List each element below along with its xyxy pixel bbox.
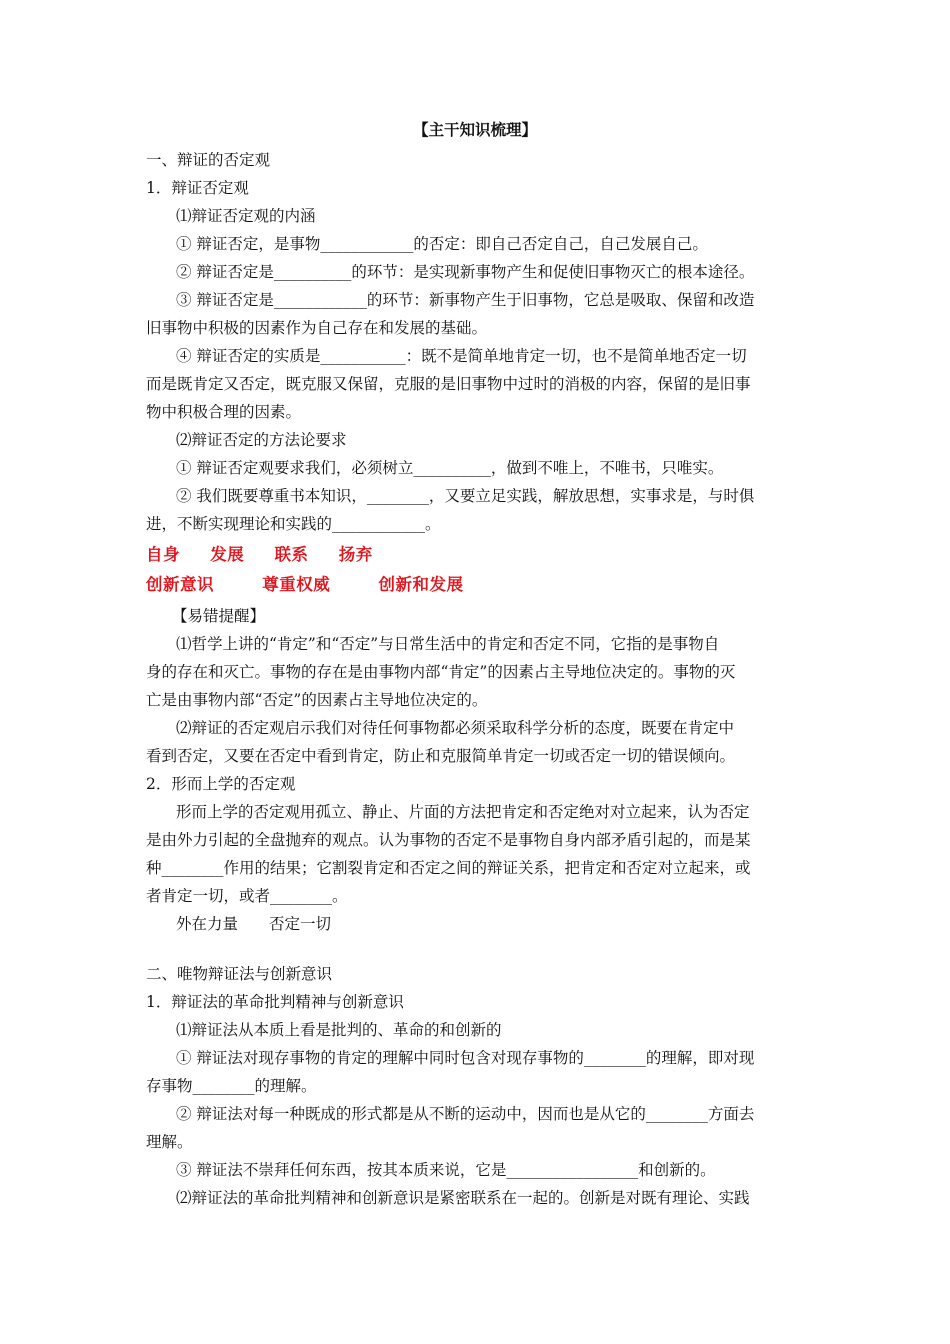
paragraph-line: 理解。 bbox=[146, 1133, 193, 1151]
paragraph-line: ④ 辩证否定的实质是___________：既不是简单地肯定一切，也不是简单地否定一切 bbox=[176, 347, 747, 365]
answer-row-1 bbox=[146, 545, 373, 565]
paragraph-line: 身的存在和灭亡。事物的存在是由事物内部“肯定”的因素占主导地位决定的。事物的灭 bbox=[146, 663, 736, 681]
paragraph-line: ③ 辩证否定是____________的环节：新事物产生于旧事物，它总是吸取、保留和改造 bbox=[176, 291, 755, 309]
section-title: 【主干知识梳理】 bbox=[412, 120, 537, 139]
answer-text: 扬弃 bbox=[338, 545, 373, 564]
paragraph-line: 旧事物中积极的因素作为自己存在和发展的基础。 bbox=[146, 319, 488, 337]
paragraph-line: ① 辩证否定，是事物____________的否定：即自己否定自己，自己发展自己。 bbox=[176, 235, 708, 253]
paragraph-line: ⑴哲学上讲的“肯定”和“否定”与日常生活中的肯定和否定不同，它指的是事物自 bbox=[176, 635, 720, 653]
paragraph-line: 看到否定，又要在否定中看到肯定，防止和克服简单肯定一切或否定一切的错误倾向。 bbox=[146, 747, 736, 765]
paragraph-line: ② 我们既要尊重书本知识，________，又要立足实践，解放思想，实事求是，与时俱 bbox=[176, 487, 755, 505]
paragraph-line: 亡是由事物内部“否定”的因素占主导地位决定的。 bbox=[146, 691, 488, 709]
answer-text: 尊重权威 bbox=[262, 575, 331, 594]
paragraph-line: ⑴辩证否定观的内涵 bbox=[176, 207, 316, 225]
paragraph-line: ⑵辩证的否定观启示我们对待任何事物都必须采取科学分析的态度，既要在肯定中 bbox=[176, 719, 735, 737]
paragraph-line: 种________作用的结果；它割裂肯定和否定之间的辩证关系，把肯定和否定对立起来，或 bbox=[146, 859, 751, 877]
heading-1: 一、辩证的否定观 bbox=[146, 151, 271, 169]
paragraph-line: ③ 辩证法不崇拜任何东西，按其本质来说，它是_________________和创新的。 bbox=[176, 1161, 716, 1179]
paragraph-line: ② 辩证法对每一种既成的形式都是从不断的运动中，因而也是从它的________方面去 bbox=[176, 1105, 755, 1123]
answer-line: 外在力量 否定一切 bbox=[176, 915, 332, 933]
paragraph-line: 者肯定一切，或者________。 bbox=[146, 887, 348, 905]
paragraph-line: ⑴辩证法从本质上看是批判的、革命的和创新的 bbox=[176, 1021, 502, 1039]
answer-text: 创新和发展 bbox=[378, 575, 464, 594]
heading-2: 二、唯物辩证法与创新意识 bbox=[146, 965, 333, 983]
answer-text: 自身 bbox=[146, 545, 180, 564]
answer-text: 联系 bbox=[274, 545, 309, 564]
subheading: 2．形而上学的否定观 bbox=[146, 775, 296, 793]
paragraph-line: ② 辩证否定是__________的环节：是实现新事物产生和促使旧事物灭亡的根本途径。 bbox=[176, 263, 755, 281]
note-heading: 【易错提醒】 bbox=[172, 607, 266, 625]
paragraph-line: ① 辩证否定观要求我们，必须树立__________，做到不唯上，不唯书，只唯实。 bbox=[176, 459, 724, 477]
subheading: 1．辩证法的革命批判精神与创新意识 bbox=[146, 993, 404, 1011]
paragraph-line: 物中积极合理的因素。 bbox=[146, 403, 302, 421]
paragraph-line: 而是既肯定又否定，既克服又保留，克服的是旧事物中过时的消极的内容，保留的是旧事 bbox=[146, 375, 751, 393]
paragraph-line: 是由外力引起的全盘抛弃的观点。认为事物的否定不是事物自身内部矛盾引起的，而是某 bbox=[146, 831, 751, 849]
subheading: 1．辩证否定观 bbox=[146, 179, 249, 197]
paragraph-line: 进，不断实现理论和实践的____________。 bbox=[146, 515, 441, 533]
answer-text: 发展 bbox=[210, 545, 245, 564]
answer-row-2 bbox=[146, 575, 464, 595]
paragraph-line: 存事物________的理解。 bbox=[146, 1077, 317, 1095]
paragraph-line: ⑵辩证法的革命批判精神和创新意识是紧密联系在一起的。创新是对既有理论、实践 bbox=[176, 1189, 750, 1207]
paragraph-line: ⑵辩证否定的方法论要求 bbox=[176, 431, 347, 449]
paragraph-line: ① 辩证法对现存事物的肯定的理解中同时包含对现存事物的________的理解，即对现 bbox=[176, 1049, 755, 1067]
paragraph-line: 形而上学的否定观用孤立、静止、片面的方法把肯定和否定绝对对立起来，认为否定 bbox=[176, 803, 750, 821]
answer-text: 创新意识 bbox=[146, 575, 214, 594]
